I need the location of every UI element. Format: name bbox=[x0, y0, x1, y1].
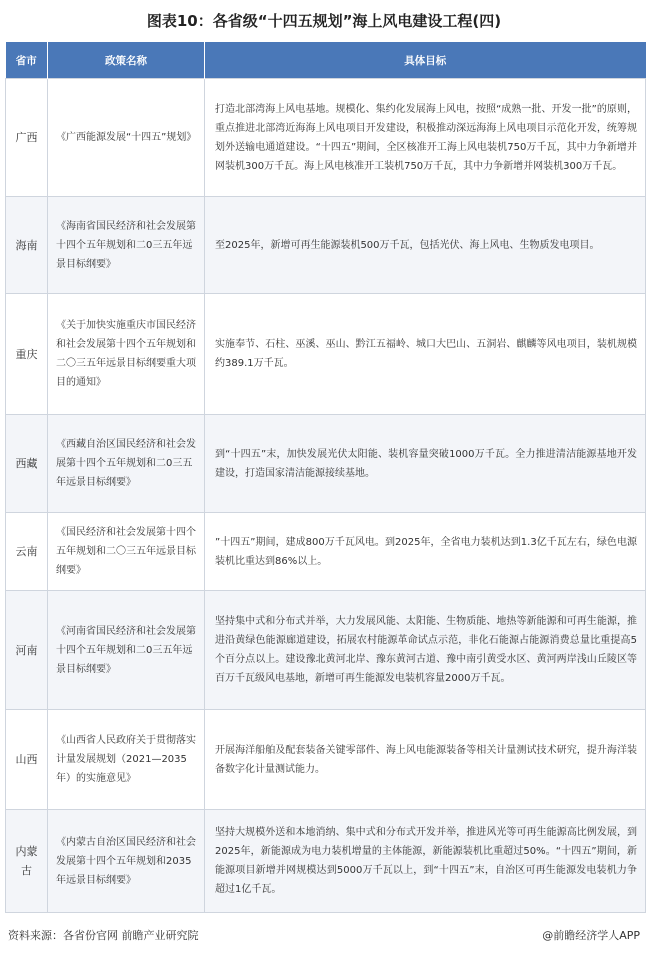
target-cell: 坚持集中式和分布式并举，大力发展风能、太阳能、生物质能、地热等新能源和可再生能源，推进沿黄绿色能源廊道建设，拓展农村能源革命试点示范，非化石能源占能源消费总量比重提高5个百分点以上。建设豫北黄河北岸、豫东黄河古道、豫中南引黄受水区、黄河两岸浅山丘陵区等百万千瓦级风电基地，新增可再生能源发电装机容量2000万千瓦。 bbox=[205, 591, 646, 710]
table-header-row bbox=[6, 42, 646, 79]
target-cell: 坚持大规模外送和本地消纳、集中式和分布式开发并举，推进风光等可再生能源高比例发展，到2025年，新能源成为电力装机增量的主体能源，新能源装机比重超过50%。“十四五”期间，新能源项目新增并网规模达到5000万千瓦以上，到“十四五”末，自治区可再生能源发电装机力争超过1亿千瓦。 bbox=[205, 810, 646, 913]
table-row bbox=[6, 79, 646, 197]
province-cell: 西藏 bbox=[6, 415, 48, 513]
policy-cell: 《河南省国民经济和社会发展第十四个五年规划和二0三五年远景目标纲要》 bbox=[48, 591, 205, 710]
target-cell: 至2025年，新增可再生能源装机500万千瓦，包括光伏、海上风电、生物质发电项目。 bbox=[205, 197, 646, 294]
province-cell: 河南 bbox=[6, 591, 48, 710]
table-row bbox=[6, 513, 646, 591]
policy-cell: 《山西省人民政府关于贯彻落实计量发展规划（2021—2035年）的实施意见》 bbox=[48, 710, 205, 810]
policy-table bbox=[5, 42, 646, 913]
policy-cell: 《国民经济和社会发展第十四个五年规划和二〇三五年远景目标纲要》 bbox=[48, 513, 205, 591]
target-cell: 实施奉节、石柱、巫溪、巫山、黔江五福岭、城口大巴山、五洞岩、麒麟等风电项目，装机规模约389.1万千瓦。 bbox=[205, 294, 646, 415]
table-row bbox=[6, 710, 646, 810]
province-cell: 重庆 bbox=[6, 294, 48, 415]
table-row bbox=[6, 415, 646, 513]
province-cell: 广西 bbox=[6, 79, 48, 197]
province-cell: 云南 bbox=[6, 513, 48, 591]
header-target: 具体目标 bbox=[205, 42, 646, 79]
header-policy: 政策名称 bbox=[48, 42, 205, 79]
policy-cell: 《内蒙古自治区国民经济和社会发展第十四个五年规划和2035年远景目标纲要》 bbox=[48, 810, 205, 913]
target-cell: 到“十四五”末，加快发展光伏太阳能、装机容量突破1000万千瓦。全力推进清洁能源基地开发建设，打造国家清洁能源接续基地。 bbox=[205, 415, 646, 513]
header-province: 省市 bbox=[6, 42, 48, 79]
brand-credit: @前瞻经济学人APP bbox=[542, 929, 640, 942]
chart-title: 图表10：各省级“十四五规划”海上风电建设工程(四) bbox=[146, 12, 502, 30]
policy-cell: 《海南省国民经济和社会发展第十四个五年规划和二0三五年远景目标纲要》 bbox=[48, 197, 205, 294]
table-row bbox=[6, 294, 646, 415]
policy-cell: 《西藏自治区国民经济和社会发展第十四个五年规划和二0三五年远景目标纲要》 bbox=[48, 415, 205, 513]
province-cell: 山西 bbox=[6, 710, 48, 810]
policy-cell: 《广西能源发展“十四五”规划》 bbox=[48, 79, 205, 197]
source-note: 资料来源：各省份官网 前瞻产业研究院 bbox=[8, 929, 199, 942]
province-cell: 内蒙古 bbox=[6, 810, 48, 913]
target-cell: ”十四五”期间，建成800万千瓦风电。到2025年，全省电力装机达到1.3亿千瓦左右，绿色电源装机比重达到86%以上。 bbox=[205, 513, 646, 591]
table-row bbox=[6, 591, 646, 710]
target-cell: 打造北部湾海上风电基地。规模化、集约化发展海上风电，按照“成熟一批、开发一批”的原则，重点推进北部湾近海海上风电项目开发建设，积极推动深远海海上风电项目示范化开发，统筹规划外送输电通道建设。“十四五”期间，全区核准开工海上风电装机750万千瓦，其中力争新增并网装机300万千瓦。海上风电核准开工装机750万千瓦，其中力争新增并网装机300万千瓦。 bbox=[205, 79, 646, 197]
target-cell: 开展海洋船舶及配套装备关键零部件、海上风电能源装备等相关计量测试技术研究，提升海洋装备数字化计量测试能力。 bbox=[205, 710, 646, 810]
table-row bbox=[6, 197, 646, 294]
province-cell: 海南 bbox=[6, 197, 48, 294]
table-row bbox=[6, 810, 646, 913]
policy-cell: 《关于加快实施重庆市国民经济和社会发展第十四个五年规划和二〇三五年远景目标纲要重大项目的通知》 bbox=[48, 294, 205, 415]
